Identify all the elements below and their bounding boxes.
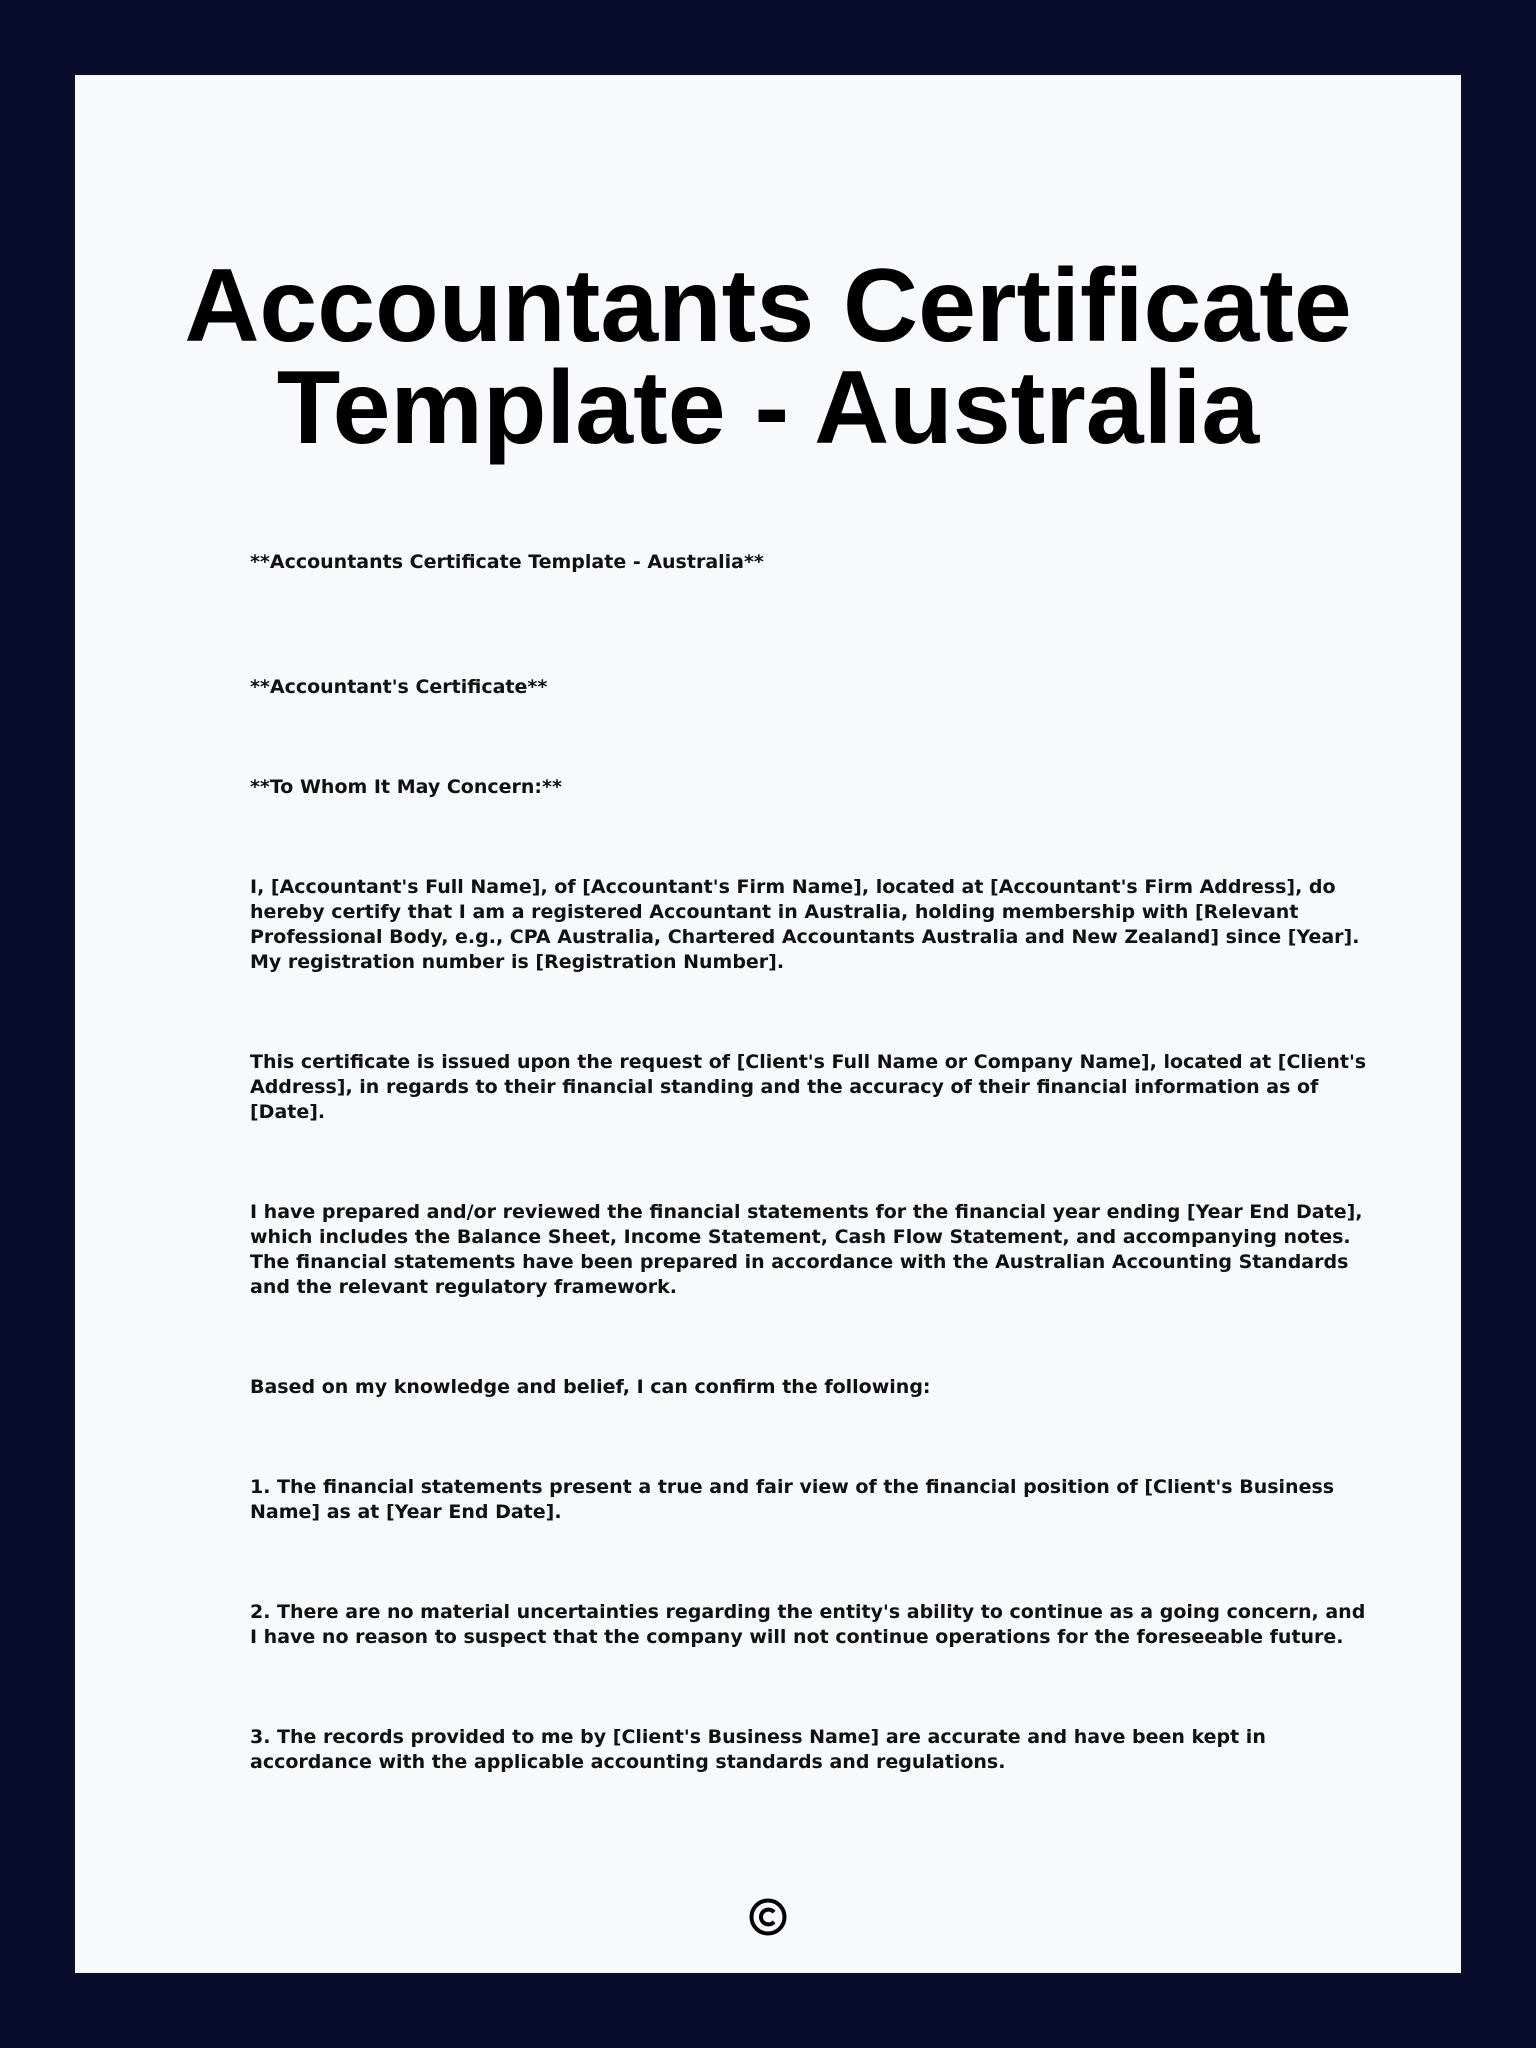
paragraph-accountant-identity: I, [Accountant's Full Name], of [Accountant's Firm Name], located at [Accountant's Firm Address], do hereby certify that I am a registered Accountant in Australia, holding membership with [Relevant Professional Body, e.g., CPA Australia, Chartered Accountants Australia and New Zealand] since [Year]. My registration number is [Registration Number]. [250, 876, 1360, 973]
document-title [75, 248, 1461, 466]
document-page [75, 75, 1461, 1973]
heading-template: **Accountants Certificate Template - Australia** [250, 551, 764, 573]
list-item-3: 3. The records provided to me by [Client's Business Name] are accurate and have been kept in accordance with the applicable accounting standards and regulations. [250, 1726, 1266, 1773]
paragraph-request: This certificate is issued upon the request of [Client's Full Name or Company Name], located at [Client's Address], in regards to their financial standing and the accuracy of their financial information as of [Date]. [250, 1051, 1367, 1123]
paragraph-confirmation-intro: Based on my knowledge and belief, I can confirm the following: [250, 1376, 931, 1398]
heading-certificate: **Accountant's Certificate** [250, 676, 548, 698]
paragraph-review: I have prepared and/or reviewed the financial statements for the financial year ending [Year End Date], which includes the Balance Sheet, Income Statement, Cash Flow Statement, and accompanying notes. The financial statements have been prepared in accordance with the Australian Accounting Standards and the relevant regulatory framework. [250, 1201, 1363, 1298]
list-item-2: 2. There are no material uncertainties regarding the entity's ability to continue as a going concern, and I have no reason to suspect that the company will not continue operations for the foreseeable future. [250, 1601, 1366, 1648]
title-line-1: Accountants Certificate [184, 248, 1352, 364]
title-line-2: Template - Australia [276, 350, 1260, 466]
document-body [250, 550, 1375, 1775]
copyright-icon [748, 1897, 788, 1937]
footer [75, 1897, 1461, 1942]
list-item-1: 1. The financial statements present a true and fair view of the financial position of [Client's Business Name] as at [Year End Date]. [250, 1476, 1335, 1523]
salutation: **To Whom It May Concern:** [250, 776, 562, 798]
